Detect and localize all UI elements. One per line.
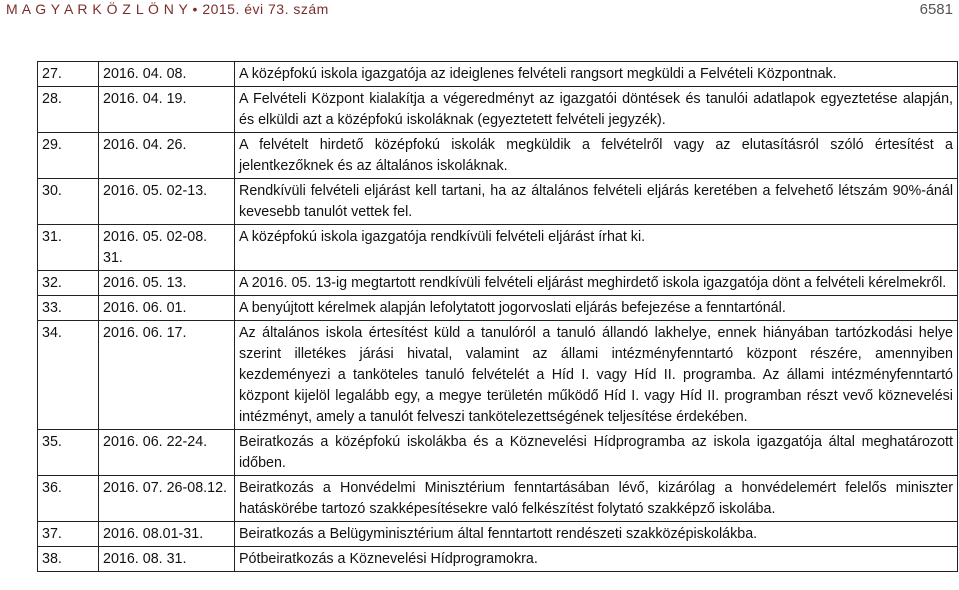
row-number: 30.	[38, 179, 99, 225]
row-date: 2016. 05. 02-13.	[99, 179, 235, 225]
table-row	[38, 225, 958, 271]
row-description: A felvételt hirdető középfokú iskolák megküldik a felvételről vagy az elutasításról szóló értesítést a jelentkezőknek és az általános iskoláknak.	[235, 133, 958, 179]
row-date: 2016. 04. 08.	[99, 62, 235, 87]
row-date: 2016. 04. 26.	[99, 133, 235, 179]
row-number: 37.	[38, 522, 99, 547]
row-date: 2016. 04. 19.	[99, 87, 235, 133]
row-date: 2016. 08.01-31.	[99, 522, 235, 547]
row-number: 36.	[38, 476, 99, 522]
page-number: 6581	[919, 1, 953, 18]
row-description: Rendkívüli felvételi eljárást kell tartani, ha az általános felvételi eljárás keretében a felvehető létszám 90%-ánál kevesebb tanulót vettek fel.	[235, 179, 958, 225]
table-row	[38, 133, 958, 179]
row-date: 2016. 05. 02-08. 31.	[99, 225, 235, 271]
row-description: A középfokú iskola igazgatója rendkívüli felvételi eljárást írhat ki.	[235, 225, 958, 271]
row-number: 33.	[38, 296, 99, 321]
row-date: 2016. 06. 01.	[99, 296, 235, 321]
row-description: Beiratkozás a Honvédelmi Minisztérium fenntartásában lévő, kizárólag a honvédelemért felelős miniszter hatáskörébe tartozó szakképesítésekre való felkészítést folytató szakképző iskolába.	[235, 476, 958, 522]
journal-title: M A G Y A R K Ö Z L Ö N Y • 2015. évi 73. szám	[6, 1, 329, 17]
row-date: 2016. 06. 17.	[99, 321, 235, 430]
row-description: Pótbeiratkozás a Köznevelési Hídprogramokra.	[235, 547, 958, 572]
schedule-table	[37, 61, 958, 572]
table-row	[38, 296, 958, 321]
row-number: 31.	[38, 225, 99, 271]
table-row	[38, 271, 958, 296]
row-description: A Felvételi Központ kialakítja a végeredményt az igazgatói döntések és tanulói adatlapok egyeztetése alapján, és elküldi azt a középfokú iskoláknak (egyeztetett felvételi jegyzék).	[235, 87, 958, 133]
row-number: 35.	[38, 430, 99, 476]
row-description: Beiratkozás a középfokú iskolákba és a Köznevelési Hídprogramba az iskola igazgatója által meghatározott időben.	[235, 430, 958, 476]
row-date: 2016. 06. 22-24.	[99, 430, 235, 476]
table-row	[38, 547, 958, 572]
table-row	[38, 62, 958, 87]
row-number: 29.	[38, 133, 99, 179]
row-number: 27.	[38, 62, 99, 87]
row-number: 34.	[38, 321, 99, 430]
row-description: Beiratkozás a Belügyminisztérium által fenntartott rendészeti szakközépiskolákba.	[235, 522, 958, 547]
row-date: 2016. 07. 26-08.12.	[99, 476, 235, 522]
row-description: A benyújtott kérelmek alapján lefolytatott jogorvoslati eljárás befejezése a fenntartónál.	[235, 296, 958, 321]
schedule-table-body	[38, 62, 958, 572]
table-row	[38, 179, 958, 225]
table-row	[38, 476, 958, 522]
table-row	[38, 87, 958, 133]
row-description: Az általános iskola értesítést küld a tanulóról a tanuló állandó lakhelye, ennek hiányában tartózkodási helye szerint illetékes járási hivatal, valamint az állami intézményfenntartó központ részére, amennyiben kezdeményezi a tanköteles tanuló felvételét a Híd I. vagy Híd II. programba. Az állami intézményfenntartó központ kijelöl legalább egy, a megye területén működő Híd I. vagy Híd II. programban részt vevő köznevelési intézményt, amely a tanulót felveszi tankötelezettségének teljesítése érdekében.	[235, 321, 958, 430]
row-date: 2016. 08. 31.	[99, 547, 235, 572]
row-description: A középfokú iskola igazgatója az ideiglenes felvételi rangsort megküldi a Felvételi Központnak.	[235, 62, 958, 87]
page-header	[6, 0, 953, 26]
table-row	[38, 522, 958, 547]
table-row	[38, 321, 958, 430]
row-description: A 2016. 05. 13-ig megtartott rendkívüli felvételi eljárást meghirdető iskola igazgatója dönt a felvételi kérelmekről.	[235, 271, 958, 296]
row-date: 2016. 05. 13.	[99, 271, 235, 296]
row-number: 32.	[38, 271, 99, 296]
table-row	[38, 430, 958, 476]
row-number: 38.	[38, 547, 99, 572]
row-number: 28.	[38, 87, 99, 133]
